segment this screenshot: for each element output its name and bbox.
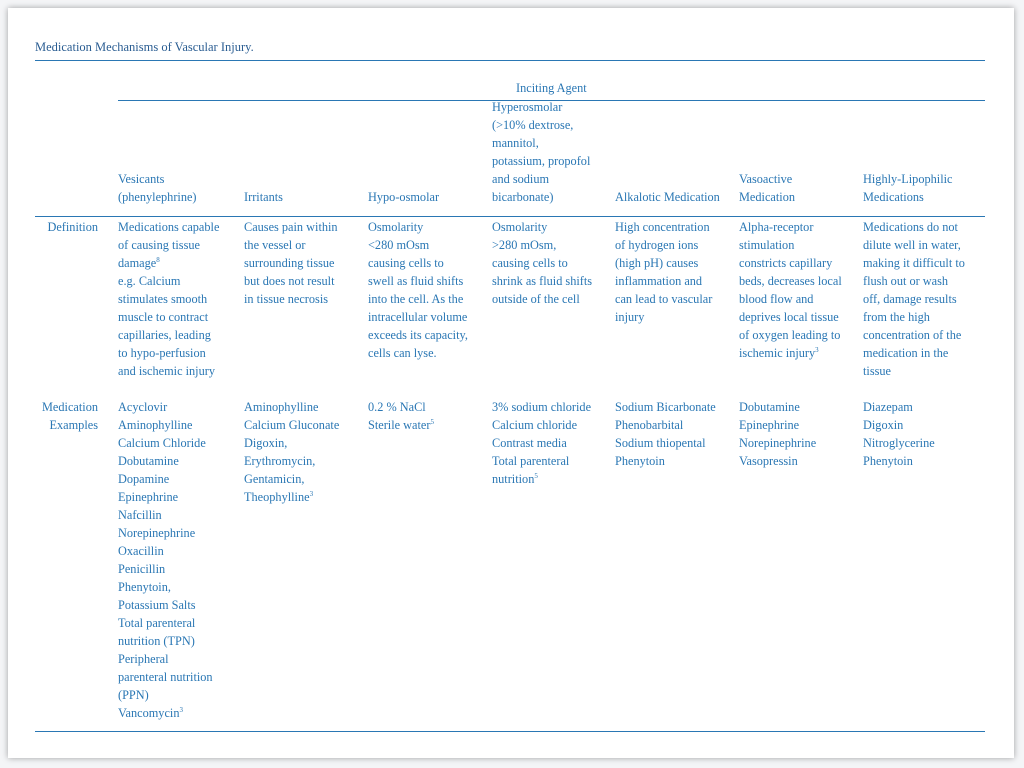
definition-cell-text: surrounding tissue — [244, 256, 335, 270]
examples-cell-text: Vancomycin — [118, 706, 180, 720]
definition-cell-line — [863, 236, 965, 254]
row-label-definition — [47, 218, 98, 236]
definition-cell-text: can lead to vascular — [615, 292, 713, 306]
definition-cell-line — [244, 254, 338, 272]
examples-cell-line — [739, 416, 816, 434]
examples-cell-text: Sodium Bicarbonate — [615, 400, 716, 414]
examples-cell-text: Contrast media — [492, 436, 567, 450]
examples-cell — [863, 398, 935, 470]
examples-cell-line — [118, 668, 213, 686]
examples-cell-line — [118, 704, 213, 722]
examples-cell — [244, 398, 339, 506]
definition-cell-text: stimulation — [739, 238, 795, 252]
definition-cell-line — [615, 308, 712, 326]
footnote-ref: 8 — [156, 255, 160, 264]
definition-cell-line — [863, 362, 965, 380]
examples-cell-text: Vasopressin — [739, 454, 798, 468]
examples-cell-line — [492, 470, 591, 488]
definition-cell-text: muscle to contract — [118, 310, 209, 324]
examples-cell-line — [118, 488, 213, 506]
column-header — [739, 170, 795, 206]
column-header-text: bicarbonate) — [492, 190, 554, 204]
definition-cell-line — [368, 272, 468, 290]
definition-cell — [615, 218, 712, 326]
examples-cell-line — [492, 452, 591, 470]
column-header-line — [863, 188, 952, 206]
definition-cell-line — [739, 236, 842, 254]
definition-cell-text: ischemic injury — [739, 346, 816, 360]
definition-cell — [492, 218, 592, 308]
examples-cell-text: Total parenteral — [118, 616, 196, 630]
definition-cell-text: exceeds its capacity, — [368, 328, 468, 342]
definition-cell-line — [863, 326, 965, 344]
examples-cell-text: Potassium Salts — [118, 598, 196, 612]
definition-cell-line — [863, 344, 965, 362]
definition-cell-line — [492, 254, 592, 272]
definition-cell-text: into the cell. As the — [368, 292, 464, 306]
examples-cell-text: Phenytoin, — [118, 580, 171, 594]
definition-cell-text: but does not result — [244, 274, 335, 288]
definition-cell-text: e.g. Calcium — [118, 274, 181, 288]
column-header-text: Medication — [739, 190, 796, 204]
examples-cell — [492, 398, 591, 488]
definition-cell-text: damage — [118, 256, 157, 270]
column-header-text: mannitol, — [492, 136, 539, 150]
definition-cell-line — [368, 254, 468, 272]
definition-cell-text: to hypo-perfusion — [118, 346, 206, 360]
definition-cell — [739, 218, 842, 362]
header-bottom-rule — [35, 216, 985, 217]
examples-cell-text: Erythromycin, — [244, 454, 316, 468]
definition-cell-text: causing cells to — [492, 256, 568, 270]
examples-cell-line — [492, 434, 591, 452]
examples-cell-text: Aminophylline — [118, 418, 193, 432]
examples-cell-line — [368, 416, 434, 434]
definition-cell-line — [368, 236, 468, 254]
examples-cell-text: Calcium Gluconate — [244, 418, 340, 432]
definition-cell-text: shrink as fluid shifts — [492, 274, 593, 288]
spanning-header: Inciting Agent — [516, 81, 587, 95]
examples-cell-text: Phenytoin — [615, 454, 665, 468]
definition-cell-text: intracellular volume — [368, 310, 468, 324]
examples-cell-text: Phenytoin — [863, 454, 913, 468]
column-header — [863, 170, 952, 206]
column-header — [492, 98, 590, 206]
column-header — [615, 188, 720, 206]
examples-cell-line — [118, 542, 213, 560]
examples-cell-line — [863, 398, 935, 416]
definition-cell-text: of causing tissue — [118, 238, 200, 252]
examples-cell-text: nutrition (TPN) — [118, 634, 195, 648]
column-header-text: Highly-Lipophilic — [863, 172, 953, 186]
examples-cell-line — [118, 416, 213, 434]
definition-cell-text: Osmolarity — [368, 220, 424, 234]
title-rule — [35, 60, 985, 61]
examples-cell-text: Dobutamine — [739, 400, 800, 414]
examples-cell-line — [244, 398, 339, 416]
definition-cell-text: Medications do not — [863, 220, 958, 234]
examples-cell — [118, 398, 213, 722]
definition-cell-line — [739, 344, 842, 362]
definition-cell-text: concentration of the — [863, 328, 962, 342]
examples-cell-line — [118, 524, 213, 542]
footnote-ref: 5 — [534, 471, 538, 480]
column-header-text: Irritants — [244, 190, 283, 204]
column-header-text: (phenylephrine) — [118, 190, 197, 204]
definition-cell-text: stimulates smooth — [118, 292, 208, 306]
examples-cell-line — [615, 452, 716, 470]
examples-cell-text: Gentamicin, — [244, 472, 305, 486]
definition-cell-line — [368, 290, 468, 308]
examples-cell — [368, 398, 434, 434]
footnote-ref: 3 — [179, 705, 183, 714]
column-header-line — [118, 188, 197, 206]
column-header — [118, 170, 197, 206]
examples-cell-text: Acyclovir — [118, 400, 168, 414]
examples-cell-line — [244, 470, 339, 488]
definition-cell-line — [492, 272, 592, 290]
definition-cell-line — [615, 272, 712, 290]
definition-cell-line — [615, 254, 712, 272]
examples-cell-line — [863, 434, 935, 452]
definition-cell-text: constricts capillary — [739, 256, 833, 270]
definition-cell-text: injury — [615, 310, 645, 324]
definition-cell-text: the vessel or — [244, 238, 306, 252]
examples-cell-text: Norepinephrine — [118, 526, 196, 540]
table-bottom-rule — [35, 731, 985, 732]
definition-cell-text: and ischemic injury — [118, 364, 215, 378]
examples-cell-text: Sterile water — [368, 418, 431, 432]
examples-cell-line — [368, 398, 434, 416]
definition-cell-line — [739, 326, 842, 344]
definition-cell-text: from the high — [863, 310, 930, 324]
examples-cell-text: Diazepam — [863, 400, 913, 414]
examples-cell-line — [244, 488, 339, 506]
definition-cell — [118, 218, 219, 380]
column-header-line — [492, 170, 590, 188]
definition-cell-line — [368, 308, 468, 326]
definition-cell-line — [863, 308, 965, 326]
definition-cell-line — [244, 218, 338, 236]
examples-cell-line — [118, 686, 213, 704]
examples-cell-text: Theophylline — [244, 490, 310, 504]
definition-cell-line — [615, 218, 712, 236]
definition-cell-line — [615, 236, 712, 254]
definition-cell-line — [118, 362, 219, 380]
examples-cell-line — [863, 452, 935, 470]
examples-cell-line — [244, 434, 339, 452]
footnote-ref: 3 — [815, 345, 819, 354]
definition-cell-line — [368, 344, 468, 362]
examples-cell-line — [739, 452, 816, 470]
definition-cell — [368, 218, 468, 362]
definition-cell-text: causing cells to — [368, 256, 444, 270]
row-label-line: Medication — [41, 400, 98, 414]
definition-cell-line — [492, 290, 592, 308]
examples-cell-text: Aminophylline — [244, 400, 319, 414]
column-header-text: Hypo-osmolar — [368, 190, 440, 204]
definition-cell-text: Osmolarity — [492, 220, 548, 234]
column-header-text: Vasoactive — [739, 172, 793, 186]
definition-cell-text: of hydrogen ions — [615, 238, 699, 252]
definition-cell-line — [118, 308, 219, 326]
examples-cell-line — [244, 452, 339, 470]
examples-cell-line — [739, 398, 816, 416]
definition-cell-text: Alpha-receptor — [739, 220, 814, 234]
column-header-line — [863, 170, 952, 188]
examples-cell-line — [615, 416, 716, 434]
definition-cell-text: High concentration — [615, 220, 710, 234]
definition-cell-text: (high pH) causes — [615, 256, 699, 270]
examples-cell-text: Total parenteral — [492, 454, 570, 468]
column-header-line — [492, 152, 590, 170]
examples-cell-text: Nitroglycerine — [863, 436, 935, 450]
definition-cell-text: Medications capable — [118, 220, 220, 234]
examples-cell-text: Oxacillin — [118, 544, 164, 558]
definition-cell — [244, 218, 338, 308]
definition-cell-line — [118, 344, 219, 362]
definition-cell — [863, 218, 965, 380]
column-header-line — [615, 188, 720, 206]
slide-frame — [8, 8, 1014, 758]
examples-cell-text: Epinephrine — [739, 418, 800, 432]
examples-cell-text: Norepinephrine — [739, 436, 817, 450]
examples-cell-text: Nafcillin — [118, 508, 162, 522]
definition-cell-text: Causes pain within — [244, 220, 338, 234]
column-header-line — [118, 170, 197, 188]
definition-cell-line — [492, 236, 592, 254]
definition-cell-line — [739, 272, 842, 290]
examples-cell-line — [118, 578, 213, 596]
column-header-line — [368, 188, 439, 206]
definition-cell-line — [118, 326, 219, 344]
definition-cell-line — [739, 290, 842, 308]
examples-cell-line — [492, 416, 591, 434]
column-header-text: Medications — [863, 190, 924, 204]
examples-cell-line — [118, 506, 213, 524]
definition-cell-line — [118, 236, 219, 254]
examples-cell-text: Penicillin — [118, 562, 166, 576]
column-header-text: potassium, propofol — [492, 154, 591, 168]
examples-cell-line — [118, 452, 213, 470]
definition-cell-line — [739, 308, 842, 326]
definition-cell-text: tissue — [863, 364, 892, 378]
definition-cell-line — [739, 218, 842, 236]
definition-cell-line — [615, 290, 712, 308]
examples-cell-line — [615, 398, 716, 416]
examples-cell-line — [118, 560, 213, 578]
definition-cell-text: outside of the cell — [492, 292, 580, 306]
row-label-examples — [42, 398, 98, 434]
examples-cell-text: Epinephrine — [118, 490, 179, 504]
examples-cell-text: 3% sodium chloride — [492, 400, 592, 414]
examples-cell-text: Digoxin, — [244, 436, 288, 450]
examples-cell-text: (PPN) — [118, 688, 149, 702]
definition-cell-line — [118, 272, 219, 290]
column-header-text: and sodium — [492, 172, 550, 186]
definition-cell-line — [118, 290, 219, 308]
definition-cell-text: of oxygen leading to — [739, 328, 841, 342]
definition-cell-text: capillaries, leading — [118, 328, 211, 342]
definition-cell-text: cells can lyse. — [368, 346, 437, 360]
column-header-line — [739, 170, 795, 188]
definition-cell-text: >280 mOsm, — [492, 238, 557, 252]
definition-cell-line — [863, 218, 965, 236]
definition-cell-line — [368, 218, 468, 236]
definition-cell-text: off, damage results — [863, 292, 957, 306]
examples-cell-line — [863, 416, 935, 434]
column-header-line — [492, 116, 590, 134]
definition-cell-line — [118, 254, 219, 272]
table-title: Medication Mechanisms of Vascular Injury. — [35, 40, 254, 54]
examples-cell-text: Dopamine — [118, 472, 170, 486]
examples-cell-line — [118, 650, 213, 668]
examples-cell — [739, 398, 816, 470]
examples-cell-text: Peripheral — [118, 652, 169, 666]
definition-cell-line — [492, 218, 592, 236]
examples-cell-text: Calcium Chloride — [118, 436, 206, 450]
row-label-line: Definition — [47, 220, 98, 234]
column-header-line — [492, 188, 590, 206]
examples-cell-line — [118, 470, 213, 488]
examples-cell-text: Calcium chloride — [492, 418, 578, 432]
examples-cell-text: 0.2 % NaCl — [368, 400, 426, 414]
row-label-line: Examples — [49, 418, 98, 432]
definition-cell-line — [368, 326, 468, 344]
examples-cell-line — [118, 596, 213, 614]
column-header-text: Vesicants — [118, 172, 165, 186]
definition-cell-line — [863, 254, 965, 272]
examples-cell-line — [244, 416, 339, 434]
definition-cell-text: making it difficult to — [863, 256, 965, 270]
examples-cell-line — [492, 398, 591, 416]
definition-cell-text: in tissue necrosis — [244, 292, 329, 306]
definition-cell-text: swell as fluid shifts — [368, 274, 464, 288]
examples-cell-line — [118, 434, 213, 452]
column-header-line — [492, 134, 590, 152]
definition-cell-text: flush out or wash — [863, 274, 949, 288]
definition-cell-line — [244, 236, 338, 254]
definition-cell-text: <280 mOsm — [368, 238, 430, 252]
examples-cell-line — [118, 398, 213, 416]
examples-cell — [615, 398, 716, 470]
definition-cell-line — [118, 218, 219, 236]
column-header-line — [739, 188, 795, 206]
examples-cell-text: Digoxin — [863, 418, 904, 432]
definition-cell-text: blood flow and — [739, 292, 814, 306]
definition-cell-line — [244, 272, 338, 290]
examples-cell-text: Dobutamine — [118, 454, 179, 468]
column-header — [244, 188, 283, 206]
column-header-line — [244, 188, 283, 206]
column-header-text: Hyperosmolar — [492, 100, 563, 114]
definition-cell-text: beds, decreases local — [739, 274, 842, 288]
definition-cell-line — [739, 254, 842, 272]
definition-cell-line — [244, 290, 338, 308]
examples-cell-line — [118, 632, 213, 650]
definition-cell-text: inflammation and — [615, 274, 703, 288]
definition-cell-text: medication in the — [863, 346, 949, 360]
definition-cell-text: dilute well in water, — [863, 238, 961, 252]
examples-cell-line — [615, 434, 716, 452]
definition-cell-line — [863, 272, 965, 290]
examples-cell-text: Sodium thiopental — [615, 436, 706, 450]
column-header-text: Alkalotic Medication — [615, 190, 720, 204]
examples-cell-text: parenteral nutrition — [118, 670, 213, 684]
footnote-ref: 5 — [430, 417, 434, 426]
examples-cell-line — [118, 614, 213, 632]
footnote-ref: 3 — [309, 489, 314, 498]
examples-cell-text: nutrition — [492, 472, 535, 486]
definition-cell-text: deprives local tissue — [739, 310, 839, 324]
column-header-line — [492, 98, 590, 116]
column-header-text: (>10% dextrose, — [492, 118, 574, 132]
examples-cell-line — [739, 434, 816, 452]
definition-cell-line — [863, 290, 965, 308]
examples-cell-text: Phenobarbital — [615, 418, 684, 432]
column-header — [368, 188, 439, 206]
